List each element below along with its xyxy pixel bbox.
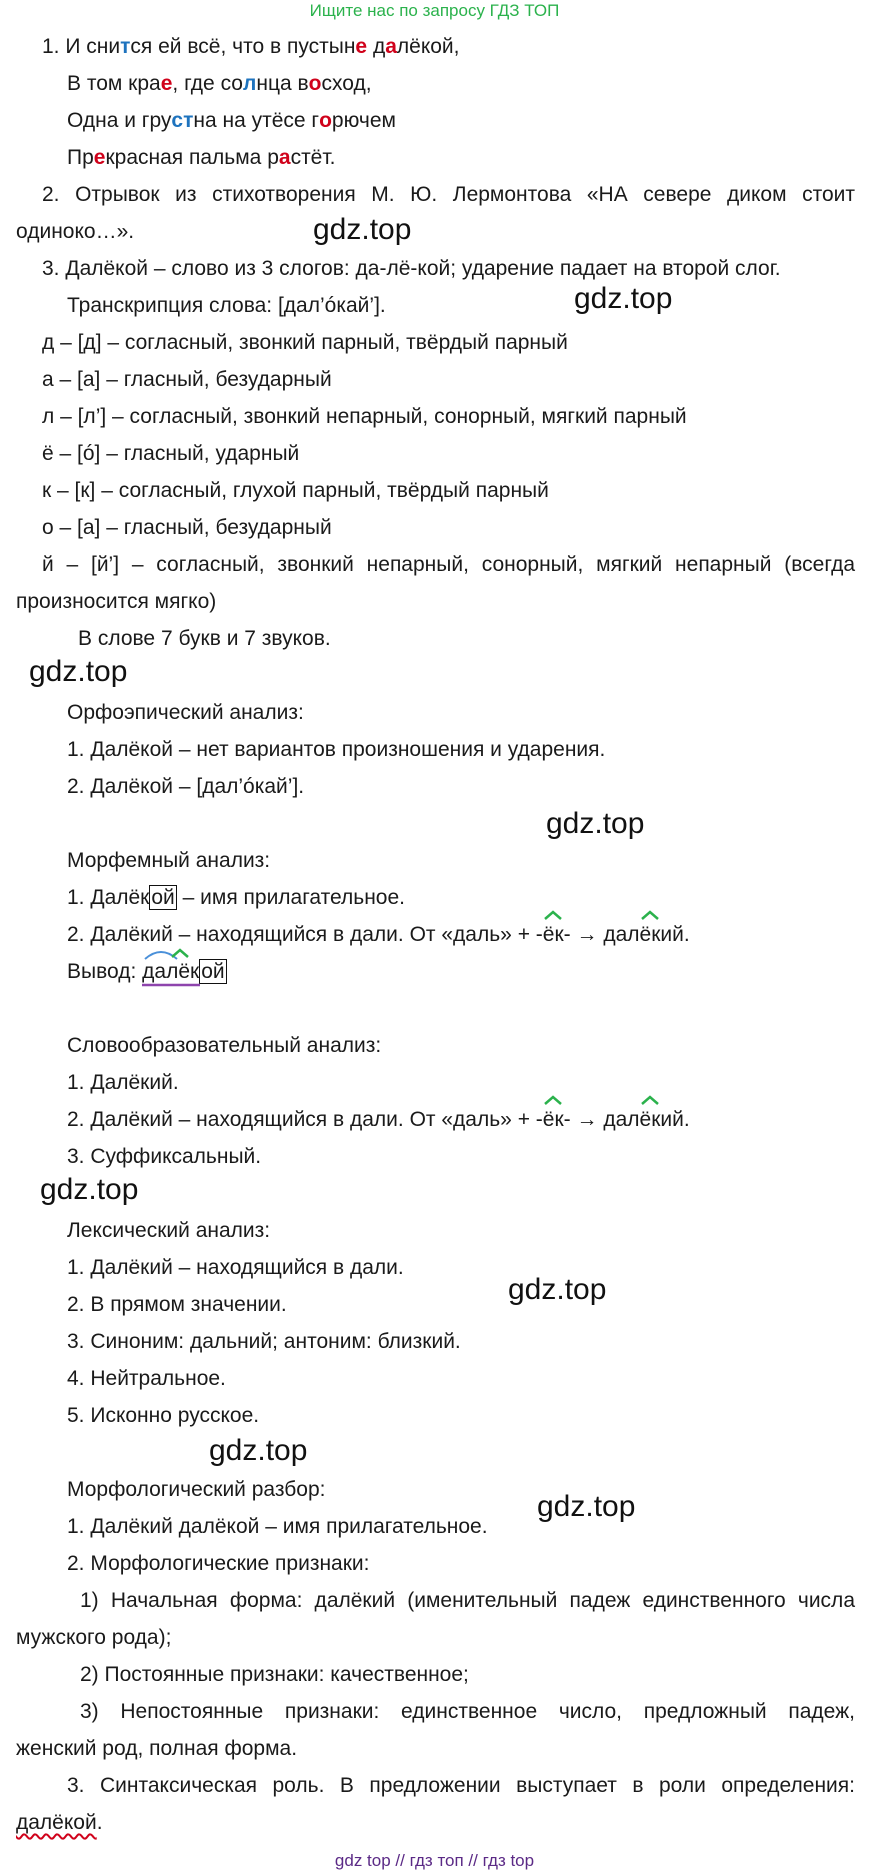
watermark: gdz.top	[40, 1173, 139, 1206]
text: ий.	[660, 1108, 690, 1131]
section-title-orthoepic: Орфоэпический анализ:	[67, 701, 304, 724]
watermark: gdz.top	[546, 807, 645, 840]
section-title-lexical: Лексический анализ:	[67, 1219, 271, 1242]
list-item: 2. В прямом значении.	[67, 1293, 287, 1316]
transcription: Транскрипция слова: [дал’óкай’].	[67, 294, 386, 317]
list-item: 3. Синоним: дальний; антоним: близкий.	[67, 1330, 461, 1353]
sound-row: д – [д] – согласный, звонкий парный, твёрдый парный	[42, 331, 568, 354]
paragraph-2-line-2: одиноко…».	[16, 220, 135, 243]
poem-line-2	[67, 71, 372, 97]
list-item: 3. Суффиксальный.	[67, 1145, 262, 1168]
list-item: 2. Далёкой – [дал’óкай’].	[67, 775, 305, 798]
accent-letter: а	[385, 35, 397, 58]
poem-line-4	[67, 145, 336, 171]
text: В том кра	[67, 72, 161, 95]
accent-letter: е	[93, 146, 106, 169]
text: - → дал	[563, 1108, 640, 1131]
list-item: 5. Исконно русское.	[67, 1404, 260, 1427]
accent-letter: ст	[171, 109, 194, 132]
text: , где со	[172, 72, 243, 95]
suffix-arc-icon	[641, 910, 659, 920]
list-item: 3. Синтаксическая роль. В предложении выступает в роли определения:	[67, 1774, 855, 1797]
suffix-arc-icon	[544, 1095, 562, 1105]
accent-letter: о	[319, 109, 332, 132]
section-title-morphological: Морфологический разбор:	[67, 1478, 326, 1501]
text: - → дал	[563, 923, 640, 946]
list-item: 1. Далёкой – нет вариантов произношения и ударения.	[67, 738, 606, 761]
accent-letter: т	[120, 35, 131, 58]
list-item	[67, 885, 405, 911]
letters-count: В слове 7 букв и 7 звуков.	[78, 627, 331, 650]
suffix-mark	[640, 1107, 661, 1133]
sub-item: 3) Непостоянные признаки: единственное число, предложный падеж,	[80, 1700, 855, 1723]
list-item: 1. Далёкий – находящийся в дали.	[67, 1256, 404, 1279]
sound-row: к – [к] – согласный, глухой парный, твёрдый парный	[42, 479, 549, 502]
watermark: gdz.top	[313, 213, 412, 246]
footer-links[interactable]: gdz top // гдз топ // гдз top	[334, 1851, 535, 1870]
text: .	[96, 1811, 103, 1834]
sound-row: о – [а] – гласный, безударный	[42, 516, 332, 539]
sound-row: й – [й’] – согласный, звонкий непарный, сонорный, мягкий непарный (всегда	[42, 553, 855, 576]
list-item	[67, 922, 690, 948]
text: красная пальма р	[105, 146, 279, 169]
text: 2. Далёкий – находящийся в дали. От «даль» + -	[67, 1108, 543, 1131]
section-title-word-formation: Словообразовательный анализ:	[67, 1034, 382, 1057]
suffix-mark	[543, 922, 564, 948]
text: далёк	[142, 960, 200, 983]
accent-letter: о	[308, 72, 322, 95]
text: рючем	[331, 109, 396, 132]
sub-item-continuation: мужского рода);	[16, 1626, 172, 1649]
suffix-arc-icon	[544, 910, 562, 920]
text: сход,	[321, 72, 372, 95]
text: Пр	[67, 146, 94, 169]
ending-box: ой	[201, 960, 225, 983]
text: ёк	[639, 923, 661, 946]
accent-letter: е	[160, 72, 173, 95]
morpheme-marks-icon	[142, 947, 204, 987]
watermark: gdz.top	[29, 655, 128, 688]
paragraph-2-line-1: 2. Отрывок из стихотворения М. Ю. Лермонтова «НА севере диком стоит	[42, 183, 855, 206]
ending-box: ой	[151, 886, 175, 909]
text: 2. Далёкий – находящийся в дали. От «даль» + -	[67, 923, 543, 946]
underlined-word: далёкой	[16, 1811, 97, 1834]
text: И сни	[65, 35, 121, 58]
sub-item-continuation: женский род, полная форма.	[16, 1737, 298, 1760]
text: 1. Далёк	[67, 886, 150, 909]
text: ёк	[639, 1108, 661, 1131]
sound-row: а – [а] – гласный, безударный	[42, 368, 332, 391]
watermark: gdz.top	[537, 1490, 636, 1523]
text: ёк	[542, 1108, 564, 1131]
conclusion	[67, 959, 227, 985]
sound-row: ё – [ó] – гласный, ударный	[42, 442, 300, 465]
poem-line-3	[67, 108, 396, 134]
list-item: 1. Далёкий.	[67, 1071, 179, 1094]
accent-letter: е	[355, 35, 368, 58]
text: лёкой,	[396, 35, 460, 58]
sub-item: 2) Постоянные признаки: качественное;	[80, 1663, 469, 1686]
top-banner: Ищите нас по запросу ГДЗ ТОП	[309, 1, 560, 20]
accent-letter: а	[278, 146, 291, 169]
poem-number: 1.	[42, 35, 60, 58]
paragraph-3: 3. Далёкой – слово из 3 слогов: да-лё-кой; ударение падает на второй слог.	[42, 257, 781, 280]
text: стёт.	[290, 146, 336, 169]
watermark: gdz.top	[508, 1273, 607, 1306]
text: на на утёсе г	[193, 109, 320, 132]
list-item	[67, 1107, 690, 1133]
stem-with-root	[142, 959, 199, 985]
text: нца в	[256, 72, 309, 95]
text: Вывод:	[67, 960, 143, 983]
suffix-mark	[543, 1107, 564, 1133]
accent-letter: л	[243, 72, 257, 95]
text: ёк	[542, 923, 564, 946]
list-item: 1. Далёкий далёкой – имя прилагательное.	[67, 1515, 488, 1538]
text: – имя прилагательное.	[176, 886, 405, 909]
sound-row: л – [л’] – согласный, звонкий непарный, сонорный, мягкий парный	[42, 405, 687, 428]
sound-row-continuation: произносится мягко)	[16, 590, 217, 613]
watermark: gdz.top	[209, 1434, 308, 1467]
sub-item: 1) Начальная форма: далёкий (именительный падеж единственного числа	[80, 1589, 855, 1612]
watermark: gdz.top	[574, 282, 673, 315]
text: Одна и гру	[67, 109, 172, 132]
suffix-mark	[640, 922, 661, 948]
list-item: 4. Нейтральное.	[67, 1367, 226, 1390]
text: д	[367, 35, 386, 58]
section-title-morphemic: Морфемный анализ:	[67, 849, 271, 872]
poem-line-1	[42, 34, 460, 60]
suffix-arc-icon	[641, 1095, 659, 1105]
text: ся ей всё, что в пустын	[130, 35, 356, 58]
list-item-continuation	[16, 1810, 103, 1836]
list-item: 2. Морфологические признаки:	[67, 1552, 370, 1575]
text: ий.	[660, 923, 690, 946]
